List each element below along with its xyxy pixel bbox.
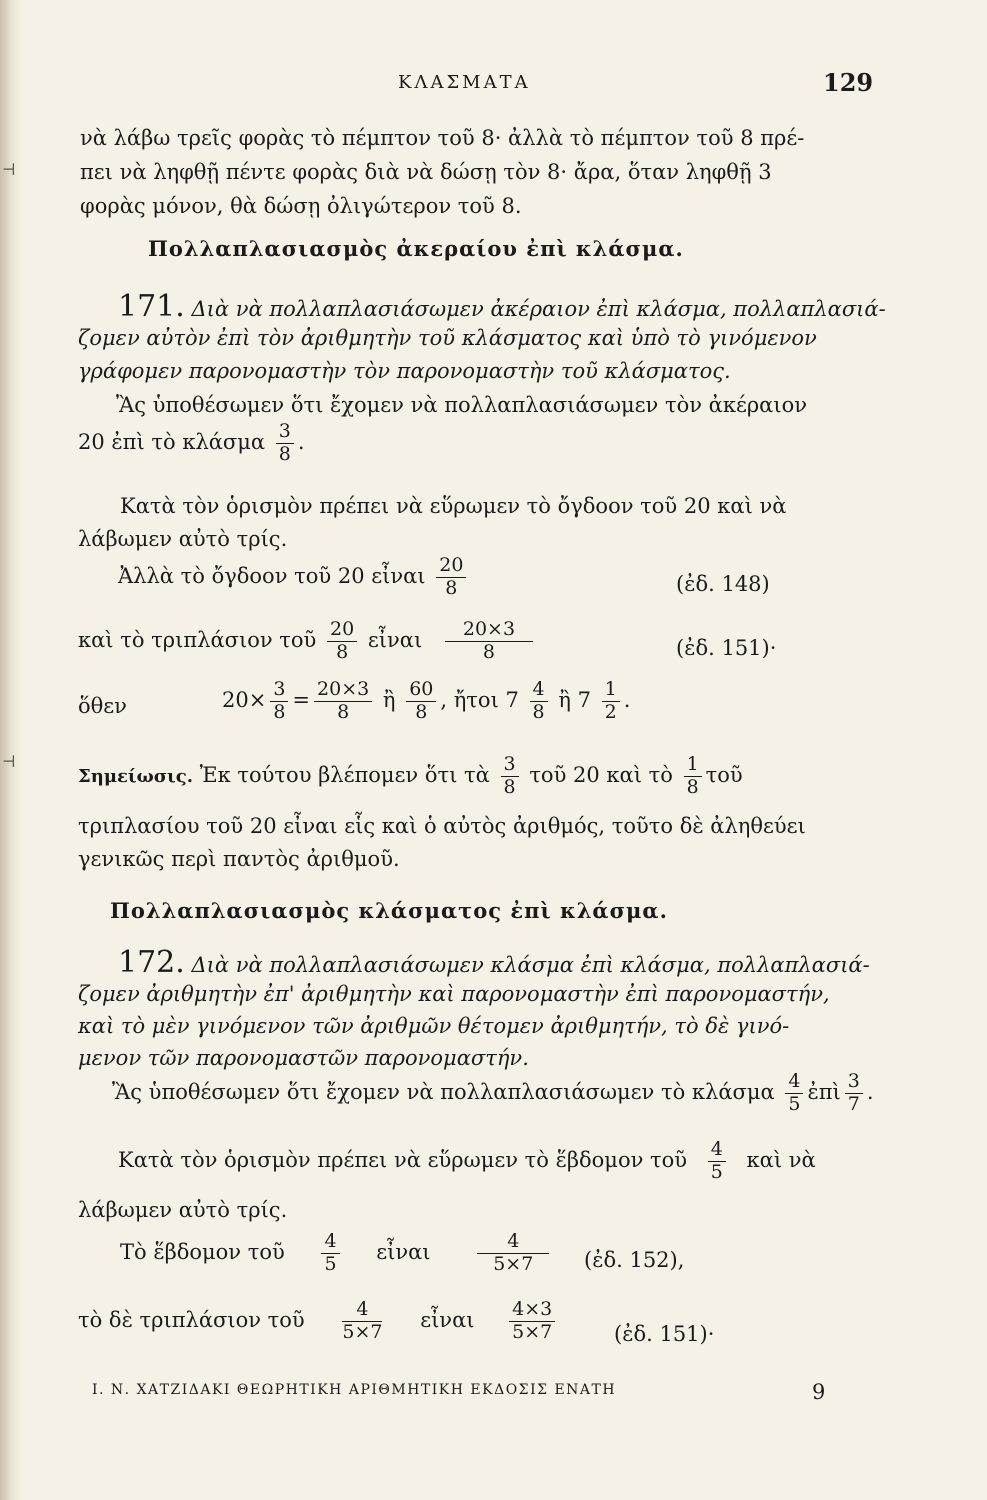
denominator: 7 xyxy=(847,1092,860,1115)
fraction-4-5 xyxy=(708,1140,726,1183)
fraction-20x3-8 xyxy=(314,680,372,723)
sec171-fraction-line: 20 ἐπὶ τὸ κλάσμα $\frac{3}{8}$ . xyxy=(78,420,305,465)
denominator: 8 xyxy=(686,775,699,798)
running-header: ΚΛΑΣΜΑΤΑ xyxy=(398,72,531,93)
eq-or-2: ἢ 7 xyxy=(558,687,591,712)
fraction-3-8 xyxy=(501,755,519,798)
fraction-3-8 xyxy=(270,680,288,723)
eq-or: ἢ xyxy=(382,687,396,712)
epi-text: ἐπὶ xyxy=(807,1079,841,1104)
sec172-definition-line xyxy=(118,1140,816,1183)
sec171-eighth-line xyxy=(118,556,470,599)
page-binding-edge xyxy=(0,0,22,1500)
denominator: 8 xyxy=(278,442,291,465)
note-text-3: τοῦ xyxy=(705,762,743,787)
fraction-4-5 xyxy=(321,1232,339,1275)
eq-end: . xyxy=(623,687,631,712)
eighth-text: Ἀλλὰ τὸ ὄγδοον τοῦ 20 εἶναι xyxy=(118,563,426,588)
sec172-rule-line-1 xyxy=(118,942,870,984)
seventh-text: Τὸ ἕβδομον τοῦ xyxy=(120,1239,285,1264)
einai-text: εἶναι xyxy=(367,627,423,652)
numerator: 60 xyxy=(406,680,436,702)
fraction-1-2 xyxy=(602,680,620,723)
margin-mark-icon: ⊣ xyxy=(2,160,16,179)
ref-151: (ἐδ. 151)· xyxy=(676,636,777,660)
numerator: 4 xyxy=(708,1140,726,1162)
denominator: 5 xyxy=(324,1252,337,1275)
sec172-seventh-line xyxy=(120,1232,553,1275)
sec171-rule-1: Διὰ νὰ πολλαπλασιάσωμεν ἀκέραιον ἐπὶ κλάσμα, πολλαπλασιά- xyxy=(191,297,886,321)
numerator: 3 xyxy=(501,755,519,777)
fraction-3-8 xyxy=(276,422,294,465)
sec171-number: 171. xyxy=(118,289,185,324)
sec171-definition-1: Κατὰ τὸν ὁρισμὸν πρέπει νὰ εὕρωμεν τὸ ὄγδοον τοῦ 20 καὶ νὰ xyxy=(120,494,787,518)
numerator: 4 xyxy=(321,1232,339,1254)
einai-text: εἶναι xyxy=(376,1239,431,1264)
note-text-1: Ἐκ τούτου βλέπομεν ὅτι τὰ xyxy=(199,762,490,787)
sec171-rule-line-2: ζομεν αὐτὸν ἐπὶ τὸν ἀριθμητὴν τοῦ κλάσματος καὶ ὑπὸ τὸ γινόμενον xyxy=(78,326,817,350)
numerator: 4 xyxy=(477,1232,549,1254)
denominator: 5×7 xyxy=(493,1252,534,1275)
denominator: 2 xyxy=(604,700,617,723)
triple-text: τὸ δὲ τριπλάσιον τοῦ xyxy=(78,1307,305,1332)
denominator: 5×7 xyxy=(342,1320,383,1343)
denominator: 8 xyxy=(532,700,545,723)
sec171-fraction-text: 20 ἐπὶ τὸ κλάσμα xyxy=(78,429,266,454)
sec171-equation xyxy=(222,680,630,723)
numerator: 4×3 xyxy=(509,1300,555,1322)
numerator: 20×3 xyxy=(314,680,372,702)
triple-text: καὶ τὸ τριπλάσιον τοῦ xyxy=(78,627,317,652)
sec172-assume-line xyxy=(112,1072,874,1115)
numerator: 20 xyxy=(436,556,466,578)
ref-148: (ἐδ. 148) xyxy=(676,572,770,596)
denominator: 5×7 xyxy=(512,1320,553,1343)
note-line-2: τριπλασίου τοῦ 20 εἶναι εἷς καὶ ὁ αὐτὸς ἀριθμός, τοῦτο δὲ ἀληθεύει xyxy=(78,814,806,838)
denominator: 8 xyxy=(503,775,516,798)
sec172-number: 172. xyxy=(118,945,185,980)
fraction-1-8 xyxy=(684,755,702,798)
denominator: 8 xyxy=(445,576,458,599)
einai-text: εἶναι xyxy=(420,1307,475,1332)
numerator: 4 xyxy=(342,1300,382,1322)
ref-151-b: (ἐδ. 151)· xyxy=(614,1322,715,1346)
sec172-triple-line xyxy=(78,1300,559,1343)
sec172-rule-1: Διὰ νὰ πολλαπλασιάσωμεν κλάσμα ἐπὶ κλάσμα, πολλαπλασιά- xyxy=(191,953,870,977)
intro-line-3: φορὰς μόνον, θὰ δώσῃ ὀλιγώτερον τοῦ 8. xyxy=(80,194,522,218)
sec172-assume: Ἂς ὑποθέσωμεν ὅτι ἔχομεν νὰ πολλαπλασιάσωμεν τὸ κλάσμα xyxy=(112,1079,775,1104)
fraction-4-5x7 xyxy=(477,1232,549,1275)
numerator: 4 xyxy=(530,680,548,702)
denominator: 5 xyxy=(788,1092,801,1115)
margin-mark-icon: ⊣ xyxy=(2,752,16,771)
footer-imprint: Ι. Ν. ΧΑΤΖΙΔΑΚΙ ΘΕΩΡΗΤΙΚΗ ΑΡΙΘΜΗΤΙΚΗ ΕΚΔΟΣΙΣ ΕΝΑΤΗ xyxy=(92,1382,617,1398)
intro-line-1: νὰ λάβω τρεῖς φορὰς τὸ πέμπτον τοῦ 8· ἀλλὰ τὸ πέμπτον τοῦ 8 πρέ- xyxy=(80,126,805,150)
note-line-3: γενικῶς περὶ παντὸς ἀριθμοῦ. xyxy=(78,847,400,871)
intro-line-2: πει νὰ ληφθῇ πέντε φορὰς διὰ νὰ δώσῃ τὸν 8· ἄρα, ὅταν ληφθῇ 3 xyxy=(80,160,772,184)
sheet-signature: 9 xyxy=(812,1380,826,1404)
denominator: 8 xyxy=(415,700,428,723)
numerator: 3 xyxy=(276,422,294,444)
denominator: 8 xyxy=(337,700,350,723)
sec171-assume: Ἂς ὑποθέσωμεν ὅτι ἔχομεν νὰ πολλαπλασιάσωμεν τὸν ἀκέραιον xyxy=(116,393,808,417)
ref-152: (ἐδ. 152), xyxy=(584,1248,685,1272)
eq-itoi: , ἤτοι 7 xyxy=(440,687,519,712)
note-label: Σημείωσις. xyxy=(78,765,193,787)
numerator: 3 xyxy=(270,680,288,702)
numerator: 4 xyxy=(785,1072,803,1094)
eq-sign: = xyxy=(292,687,311,712)
numerator: 20×3 xyxy=(445,620,533,642)
note-line-1 xyxy=(78,755,743,798)
numerator: 1 xyxy=(684,755,702,777)
denominator: 8 xyxy=(336,640,349,663)
sec172-definition-2: λάβωμεν αὐτὸ τρίς. xyxy=(78,1198,288,1222)
fraction-4x3-5x7 xyxy=(509,1300,555,1343)
denominator: 8 xyxy=(482,640,496,663)
fraction-20-8 xyxy=(436,556,466,599)
eq-part: 20× xyxy=(222,687,267,712)
sec172-rule-line-4: μενον τῶν παρονομαστῶν παρονομαστήν. xyxy=(78,1046,529,1070)
denominator: 8 xyxy=(273,700,286,723)
fraction-20x3-8 xyxy=(445,620,533,663)
fraction-20-8 xyxy=(327,620,357,663)
fraction-4-8 xyxy=(530,680,548,723)
section-heading-fraction-by-fraction: Πολλαπλασιασμὸς κλάσματος ἐπὶ κλάσμα. xyxy=(110,898,668,923)
sec172-definition-1: Κατὰ τὸν ὁρισμὸν πρέπει νὰ εὕρωμεν τὸ ἕβδομον τοῦ xyxy=(118,1147,688,1172)
sec171-rule-line-1 xyxy=(118,286,886,328)
numerator: 1 xyxy=(602,680,620,702)
fraction-4-5 xyxy=(785,1072,803,1115)
sec172-rule-line-2: ζομεν ἀριθμητὴν ἐπ' ἀριθμητὴν καὶ παρονομαστὴν ἐπὶ παρονομαστήν, xyxy=(78,982,830,1006)
sec171-hence: ὅθεν xyxy=(78,694,127,718)
dot: . xyxy=(866,1079,874,1104)
page-number: 129 xyxy=(823,68,874,97)
sec172-definition-end: καὶ νὰ xyxy=(746,1147,816,1172)
denominator: 5 xyxy=(710,1160,723,1183)
sec171-definition-2: λάβωμεν αὐτὸ τρίς. xyxy=(78,527,288,551)
fraction-3-7 xyxy=(845,1072,863,1115)
sec171-triple-line xyxy=(78,620,537,663)
sec172-rule-line-3: καὶ τὸ μὲν γινόμενον τῶν ἀριθμῶν θέτομεν ἀριθμητήν, τὸ δὲ γινό- xyxy=(78,1014,790,1038)
note-text-2: τοῦ 20 καὶ τὸ xyxy=(529,762,673,787)
section-heading-integer-by-fraction: Πολλαπλασιασμὸς ἀκεραίου ἐπὶ κλάσμα. xyxy=(148,236,684,261)
sec171-rule-line-3: γράφομεν παρονομαστὴν τὸν παρονομαστὴν τοῦ κλάσματος. xyxy=(78,359,731,383)
numerator: 3 xyxy=(845,1072,863,1094)
numerator: 20 xyxy=(327,620,357,642)
fraction-60-8 xyxy=(406,680,436,723)
fraction-4-5x7 xyxy=(339,1300,385,1343)
